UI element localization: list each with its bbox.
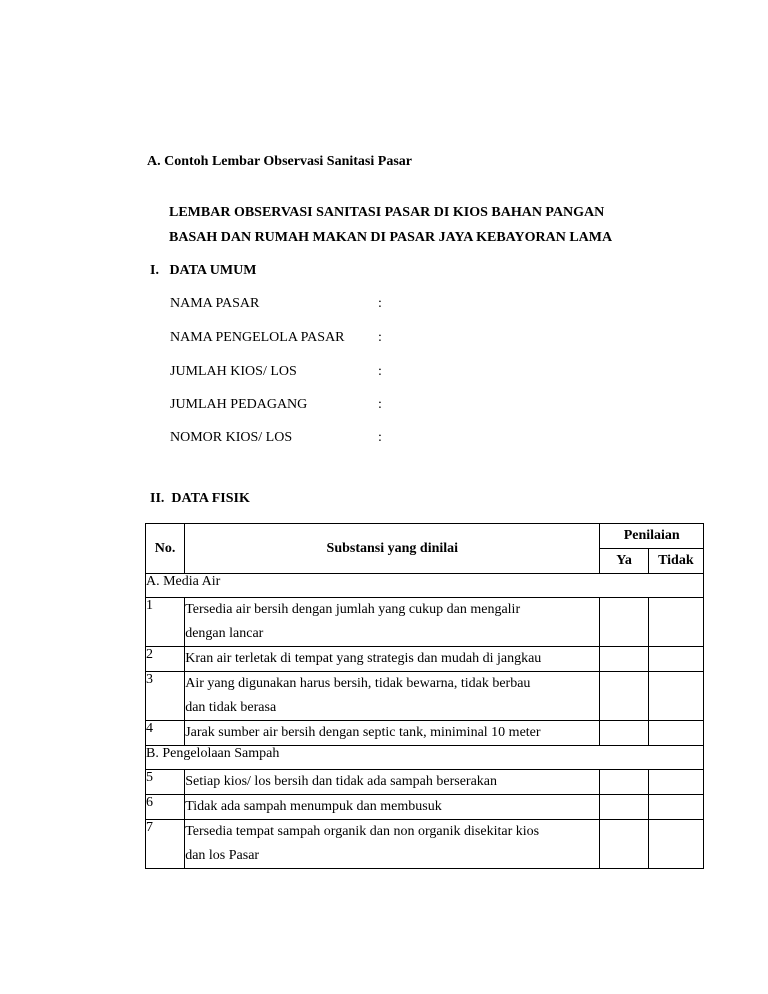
field-colon: : (378, 397, 382, 412)
field-colon: : (378, 296, 382, 311)
tidak-checkbox-cell[interactable] (648, 672, 703, 721)
row-substance: Setiap kios/ los bersih dan tidak ada sampah berserakan (185, 770, 600, 795)
ya-checkbox-cell[interactable] (600, 647, 648, 672)
header-ya: Ya (600, 549, 648, 574)
row-substance (185, 672, 600, 721)
field-label-nomor-kios: NOMOR KIOS/ LOS (170, 430, 293, 445)
table-row (146, 795, 704, 820)
section-heading: A. Contoh Lembar Observasi Sanitasi Pasar (147, 154, 412, 169)
field-label-nama-pengelola: NAMA PENGELOLA PASAR (170, 330, 345, 345)
group-row (146, 574, 704, 598)
ya-checkbox-cell[interactable] (600, 598, 648, 647)
ya-checkbox-cell[interactable] (600, 721, 648, 746)
table-row (146, 721, 704, 746)
tidak-checkbox-cell[interactable] (648, 795, 703, 820)
group-label-media-air: A. Media Air (146, 574, 704, 598)
ya-checkbox-cell[interactable] (600, 795, 648, 820)
table-row (146, 647, 704, 672)
group-label-pengelolaan-sampah: B. Pengelolaan Sampah (146, 746, 704, 770)
tidak-checkbox-cell[interactable] (648, 598, 703, 647)
row-substance: Tidak ada sampah menumpuk dan membusuk (185, 795, 600, 820)
data-umum-heading: I. DATA UMUM (150, 263, 257, 278)
tidak-checkbox-cell[interactable] (648, 770, 703, 795)
tidak-checkbox-cell[interactable] (648, 721, 703, 746)
field-label-jumlah-kios: JUMLAH KIOS/ LOS (170, 364, 297, 379)
tidak-checkbox-cell[interactable] (648, 647, 703, 672)
row-substance-line: Tersedia tempat sampah organik dan non organik disekitar kios (185, 824, 540, 839)
row-substance-line: Air yang digunakan harus bersih, tidak bewarna, tidak berbau (185, 676, 531, 691)
row-number: 2 (146, 647, 185, 672)
table-row (146, 770, 704, 795)
field-label-nama-pasar: NAMA PASAR (170, 296, 260, 311)
header-substansi: Substansi yang dinilai (185, 524, 600, 574)
group-row (146, 746, 704, 770)
table-row (146, 672, 704, 721)
row-substance: Jarak sumber air bersih dengan septic tank, miniminal 10 meter (185, 721, 600, 746)
row-substance-line: dan tidak berasa (185, 700, 277, 715)
row-number: 3 (146, 672, 185, 721)
row-substance-line: dan los Pasar (185, 848, 260, 863)
header-tidak: Tidak (648, 549, 703, 574)
document-title-line-2: BASAH DAN RUMAH MAKAN DI PASAR JAYA KEBAYORAN LAMA (169, 230, 613, 245)
field-colon: : (378, 364, 382, 379)
tidak-checkbox-cell[interactable] (648, 820, 703, 869)
ya-checkbox-cell[interactable] (600, 672, 648, 721)
table-row (146, 820, 704, 869)
field-colon: : (378, 330, 382, 345)
header-penilaian: Penilaian (600, 524, 704, 549)
row-number: 4 (146, 721, 185, 746)
ya-checkbox-cell[interactable] (600, 770, 648, 795)
row-number: 7 (146, 820, 185, 869)
header-no: No. (146, 524, 185, 574)
row-substance-line: dengan lancar (185, 626, 264, 641)
data-fisik-heading: II. DATA FISIK (150, 491, 250, 506)
document-title-line-1: LEMBAR OBSERVASI SANITASI PASAR DI KIOS BAHAN PANGAN (169, 205, 605, 220)
row-substance (185, 598, 600, 647)
row-number: 1 (146, 598, 185, 647)
field-label-jumlah-pedagang: JUMLAH PEDAGANG (170, 397, 308, 412)
observation-table (145, 523, 704, 869)
field-colon: : (378, 430, 382, 445)
row-number: 5 (146, 770, 185, 795)
row-number: 6 (146, 795, 185, 820)
ya-checkbox-cell[interactable] (600, 820, 648, 869)
row-substance: Kran air terletak di tempat yang strategis dan mudah di jangkau (185, 647, 600, 672)
table-row (146, 598, 704, 647)
row-substance-line: Tersedia air bersih dengan jumlah yang cukup dan mengalir (185, 602, 521, 617)
row-substance (185, 820, 600, 869)
